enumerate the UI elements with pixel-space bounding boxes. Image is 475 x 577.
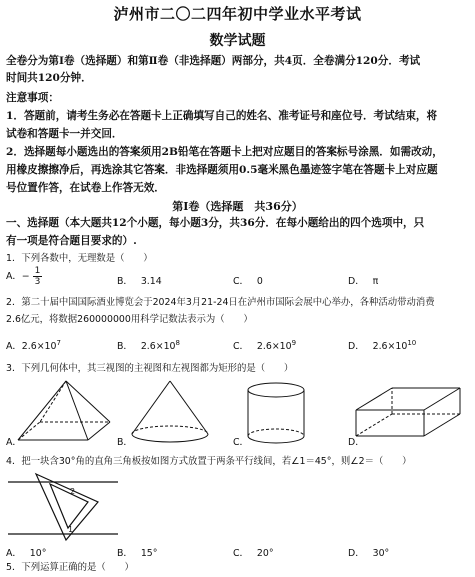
cone-figure [124, 378, 216, 446]
q4-d-label: D． [348, 548, 365, 559]
q4-option-b [117, 545, 157, 559]
triangle-parallel-figure [8, 472, 120, 542]
q1-d-value: π [372, 276, 379, 287]
section-heading: 第Ⅰ卷（选择题 共36分） [172, 200, 303, 213]
q4-a-value: 10° [29, 548, 47, 559]
q1-option-c [233, 273, 263, 287]
q3-c-label: C． [233, 437, 249, 448]
q4-b-label: B． [117, 548, 133, 559]
q1-option-b [117, 273, 162, 287]
q4-d-value: 30° [372, 548, 390, 559]
q3-stem: 3．下列几何体中，其三视图的主视图和左视图都为矩形的是（ ） [6, 363, 294, 374]
q1-a-label: A． [6, 271, 22, 282]
q2-d-label: D． [348, 341, 365, 352]
q4-option-d [348, 545, 389, 559]
pyramid-figure [14, 378, 114, 444]
q4-a-label: A． [6, 548, 22, 559]
page-subtitle: 数学试题 [209, 33, 266, 49]
intro-line-2: 时间共120分钟． [6, 72, 92, 84]
q1-a-fraction [33, 266, 43, 287]
q1-option-d [348, 273, 378, 287]
q1-a-numerator: 1 [34, 266, 41, 276]
angle-label-1: 1 [68, 525, 74, 534]
q1-c-label: C． [233, 276, 249, 287]
q2-b-exp: 8 [175, 338, 180, 347]
q2-a-base: 2.6×10 [21, 341, 57, 352]
cylinder-figure [240, 380, 312, 446]
q3-a-label: A． [6, 437, 22, 448]
q1-a-denominator: 3 [34, 277, 41, 287]
q2-c-label: C． [233, 341, 249, 352]
q2-option-a [6, 338, 61, 352]
q1-d-label: D． [348, 276, 365, 287]
q1-b-value: 3.14 [140, 276, 162, 287]
section-instruction-1: 一、选择题（本大题共12个小题，每小题3分，共36分．在每小题给出的四个选项中，只 [6, 217, 425, 229]
section-instruction-2: 有一项是符合题目要求的）. [6, 235, 137, 247]
q2-option-c [233, 338, 296, 352]
q4-c-label: C． [233, 548, 249, 559]
q2-a-label: A． [6, 341, 22, 352]
q2-option-d [348, 338, 416, 352]
notice-1a: 1．答题前，请考生务必在答题卡上正确填写自己的姓名、准考证号和座位号．考试结束，将 [6, 110, 438, 122]
q2-d-base: 2.6×10 [372, 341, 408, 352]
q4-option-c [233, 545, 274, 559]
q2-option-b [117, 338, 180, 352]
q4-stem: 4．把一块含30°角的直角三角板按如图方式放置于两条平行线间，若∠1＝45°，则∠2＝（ ） [6, 456, 412, 467]
q1-c-value: 0 [256, 276, 263, 287]
q3-d-label: D． [348, 437, 365, 448]
q2-c-base: 2.6×10 [256, 341, 292, 352]
q2-stem-2: 2.6亿元，将数据260000000用科学记数法表示为（ ） [6, 314, 253, 325]
q1-b-label: B． [117, 276, 133, 287]
q2-b-base: 2.6×10 [140, 341, 176, 352]
q4-c-value: 20° [256, 548, 274, 559]
page-title: 泸州市二〇二四年初中学业水平考试 [113, 5, 362, 23]
intro-line-1: 全卷分为第Ⅰ卷（选择题）和第Ⅱ卷（非选择题）两部分，共4页．全卷满分120分．考试 [6, 55, 421, 67]
notice-2c: 号位置作答，在试卷上作答无效． [6, 182, 165, 194]
angle-label-2: 2 [70, 487, 76, 496]
notice-2a: 2．选择题每小题选出的答案须用2B铅笔在答题卡上把对应题目的答案标号涂黑．如需改动， [6, 146, 443, 158]
notice-1b: 试卷和答题卡一并交回． [6, 128, 123, 140]
q3-b-label: B． [117, 437, 133, 448]
notice-title: 注意事项： [6, 92, 59, 104]
q2-b-label: B． [117, 341, 133, 352]
q1-option-a [6, 266, 42, 287]
q2-a-exp: 7 [56, 338, 61, 347]
q5-stem: 5．下列运算正确的是（ ） [6, 562, 134, 573]
q1-a-sign: − [21, 271, 30, 282]
q4-b-value: 15° [140, 548, 158, 559]
prism-figure [352, 384, 464, 442]
q4-option-a [6, 545, 46, 559]
q2-d-exp: 10 [407, 338, 417, 347]
q2-c-exp: 9 [291, 338, 297, 347]
notice-2b: 用橡皮擦擦净后，再选涂其它答案．非选择题须用0.5毫米黑色墨迹签字笔在答题卡上对应题 [6, 164, 438, 176]
q1-stem: 1．下列各数中，无理数是（ ） [6, 253, 153, 264]
q2-stem-1: 2．第二十届中国国际酒业博览会于2024年3月21-24日在泸州市国际会展中心举办，各种活动带动消费 [6, 297, 435, 308]
